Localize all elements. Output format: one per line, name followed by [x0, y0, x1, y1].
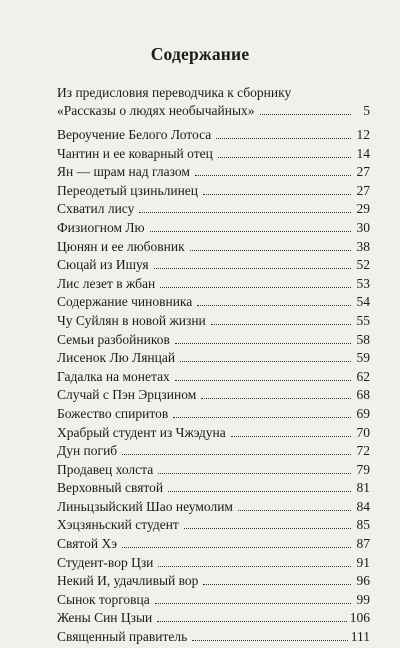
entry-page: 99	[356, 591, 370, 607]
dot-leader	[158, 566, 351, 567]
entry-page: 27	[356, 164, 370, 180]
entry-page: 62	[356, 368, 370, 384]
toc-entry	[57, 146, 370, 165]
toc-entry	[57, 313, 370, 332]
entry-title: Линьцзыйский Шао неумолим	[57, 498, 233, 514]
dot-leader	[184, 528, 351, 529]
dot-leader	[175, 343, 351, 344]
contents-title: Содержание	[150, 44, 250, 64]
entry-title: Содержание чиновника	[57, 294, 193, 310]
toc-entry	[57, 629, 370, 648]
entry-page: 111	[350, 629, 370, 645]
dot-leader	[157, 621, 346, 622]
dot-leader	[197, 305, 351, 306]
toc-entry	[57, 499, 370, 518]
toc-entry	[57, 294, 370, 313]
toc-entry	[57, 201, 370, 220]
entry-title: Жены Син Цзыи	[57, 610, 153, 626]
entry-page: 59	[356, 350, 370, 366]
entry-title: Дун погиб	[57, 443, 118, 459]
toc-entry	[57, 332, 370, 351]
dot-leader	[231, 436, 351, 437]
dot-leader	[150, 231, 351, 232]
entry-title: Схватил лису	[57, 201, 135, 217]
dot-leader	[190, 250, 351, 251]
entry-page: 85	[356, 517, 370, 533]
entry-title: Переодетый цзиньлинец	[57, 182, 199, 198]
dot-leader	[260, 114, 351, 115]
entry-title: Божество спиритов	[57, 405, 169, 421]
toc-entry	[57, 517, 370, 536]
entry-title: Студент-вор Цзи	[57, 554, 154, 570]
entry-title: Сюцай из Ишуя	[57, 257, 149, 273]
toc-entry	[57, 536, 370, 555]
dot-leader	[160, 287, 351, 288]
dot-leader	[180, 361, 351, 362]
dot-leader	[168, 491, 351, 492]
toc-entry	[57, 462, 370, 481]
entry-title: Продавец холста	[57, 461, 154, 477]
entry-page: 84	[356, 498, 370, 514]
entry-title: Гадалка на монетах	[57, 368, 170, 384]
toc-entry	[57, 276, 370, 295]
toc-entry	[57, 164, 370, 183]
entry-page: 79	[356, 461, 370, 477]
entry-page: 87	[356, 536, 370, 552]
entry-page: 81	[356, 480, 370, 496]
entry-page: 30	[356, 219, 370, 235]
entry-page: 68	[356, 387, 370, 403]
dot-leader	[122, 454, 351, 455]
toc-entry	[57, 183, 370, 202]
entry-title: Лис лезет в жбан	[57, 275, 156, 291]
entry-title: Ян — шрам над глазом	[57, 164, 190, 180]
entry-page: 70	[356, 424, 370, 440]
toc-entry	[57, 220, 370, 239]
toc-entry	[57, 480, 370, 499]
preface-line-1: Из предисловия переводчика к сборнику	[57, 85, 292, 100]
toc-list	[57, 127, 370, 648]
toc-entry	[57, 127, 370, 146]
entry-page: 106	[349, 610, 370, 626]
entry-title: Священный правитель	[57, 629, 188, 645]
entry-title: Хэцзяньский студент	[57, 517, 179, 533]
entry-page: 69	[356, 405, 370, 421]
entry-title: Чантин и ее коварный отец	[57, 145, 213, 161]
entry-page: 53	[356, 275, 370, 291]
entry-page: 55	[356, 312, 370, 328]
toc-entry	[57, 369, 370, 388]
entry-title: Некий И, удачливый вор	[57, 573, 199, 589]
toc-entry	[57, 350, 370, 369]
entry-page: 58	[356, 331, 370, 347]
dot-leader	[158, 473, 351, 474]
toc-entry	[57, 610, 370, 629]
dot-leader	[201, 398, 351, 399]
dot-leader	[203, 584, 351, 585]
dot-leader	[175, 380, 351, 381]
dot-leader	[203, 194, 351, 195]
entry-title: Храбрый студент из Чжэдуна	[57, 424, 226, 440]
entry-page: 72	[356, 443, 370, 459]
entry-title: Случай с Пэн Эрцзином	[57, 387, 197, 403]
toc-entry	[57, 443, 370, 462]
entry-page: 12	[356, 127, 370, 142]
dot-leader	[218, 157, 351, 158]
preface-line-2: «Рассказы о людях необычайных»	[57, 103, 255, 118]
entry-title: Сынок торговца	[57, 591, 150, 607]
preface-page-number: 5	[363, 103, 370, 118]
entry-title: Чу Суйлян в новой жизни	[57, 312, 206, 328]
entry-title: Святой Хэ	[57, 536, 118, 552]
dot-leader	[155, 603, 351, 604]
entry-title: Лисенок Лю Лянцай	[57, 350, 176, 366]
toc-entry	[57, 555, 370, 574]
toc-entry	[57, 592, 370, 611]
toc-entry	[57, 239, 370, 258]
entry-page: 96	[356, 573, 370, 589]
toc-entry	[57, 387, 370, 406]
entry-page: 52	[356, 257, 370, 273]
dot-leader	[195, 175, 351, 176]
entry-page: 91	[356, 554, 370, 570]
preface-entry	[57, 84, 370, 120]
dot-leader	[238, 510, 351, 511]
entry-page: 38	[356, 238, 370, 254]
toc-entry	[57, 573, 370, 592]
entry-page: 14	[356, 145, 370, 161]
entry-title: Семьи разбойников	[57, 331, 170, 347]
toc-entry	[57, 425, 370, 444]
entry-page: 54	[356, 294, 370, 310]
entry-title: Физиогном Лю	[57, 219, 145, 235]
entry-page: 29	[356, 201, 370, 217]
dot-leader	[216, 138, 351, 139]
toc-entry	[57, 406, 370, 425]
entry-title: Верховный святой	[57, 480, 164, 496]
dot-leader	[173, 417, 351, 418]
entry-page: 27	[356, 182, 370, 198]
dot-leader	[192, 640, 347, 641]
entry-title: Вероучение Белого Лотоса	[57, 127, 212, 142]
entry-title: Цюнян и ее любовник	[57, 238, 185, 254]
dot-leader	[211, 324, 351, 325]
dot-leader	[139, 212, 351, 213]
toc-entry	[57, 257, 370, 276]
dot-leader	[154, 268, 351, 269]
dot-leader	[122, 547, 351, 548]
